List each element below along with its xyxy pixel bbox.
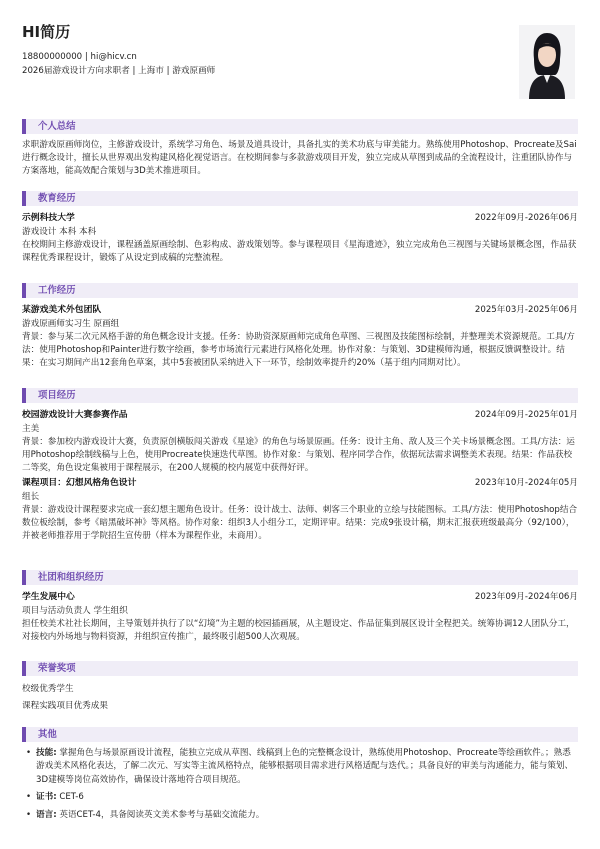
project-role: 组长 — [22, 491, 40, 502]
bullet-dot-icon: • — [26, 809, 32, 820]
work-row — [22, 303, 578, 317]
section-header — [22, 388, 578, 403]
project-role: 主美 — [22, 424, 40, 434]
work-text: 背景：参与某二次元风格手游的角色概念设计支援。任务：协助资深原画师完成角色草图、三视图及技能图标绘制，并整理美术资源规范。工具/方法：使用Photoshop和Painter进行数字绘画，参考市场流行元素进行风格化处理。协作对象：与策划、3D建模师沟通，根据反馈调整设计。结果：在实习期间产出12套角色草案，其中5套被团队采纳进入下一环节，绘制效率提升约20%（基于组内同期对比）。 — [22, 332, 575, 369]
project-name: 课程项目：幻想风格角色设计 — [22, 477, 137, 488]
section-header — [22, 661, 578, 676]
section-accent-bar — [22, 119, 26, 134]
project-name: 校园游戏设计大赛参赛作品 — [22, 410, 128, 420]
other-section — [22, 727, 578, 822]
other-list — [22, 747, 578, 822]
section-accent-bar — [22, 727, 26, 742]
award-item: 校级优秀学生 — [22, 684, 74, 694]
education-text: 在校期间主修游戏设计，课程涵盖原画绘制、色彩构成、游戏策划等。参与课程项目《星海遗迹》，独立完成角色三视图与关键场景概念图，作品获课程优秀课程设计，锻炼了从设定到成稿的完整流程。 — [22, 240, 577, 264]
other-item-skills — [22, 747, 578, 787]
summary-text: 求职游戏原画师岗位，主修游戏设计，系统学习角色、场景及道具设计，具备扎实的美术功底与审美能力。熟练使用Photoshop、Procreate及Sai进行概念设计，擅长从世界观出发构建风格化视觉语言。在校期间参与多款游戏项目开发，独立完成从草图到成品的全流程设计，注重团队协作与方案落地，能高效配合策划与3D美术推进项目。 — [22, 140, 577, 177]
other-item-label: 语言: — [36, 809, 57, 820]
section-title: 教育经历 — [38, 193, 76, 204]
work-section — [22, 283, 578, 371]
award-item: 课程实践项目优秀成果 — [22, 701, 108, 711]
other-item-label: 证书: — [36, 792, 57, 803]
social-text: 担任校美术社社长期间，主导策划并执行了以“幻境”为主题的校园插画展，从主题设定、作品征集到展区设计全程把关。统筹协调12人团队分工，对接校内外场地与物料资源，并组织宣传推广，最终吸引超500人次观展。 — [22, 619, 575, 643]
social-role: 项目与活动负责人 学生组织 — [22, 606, 128, 616]
social-row — [22, 590, 578, 604]
project-text: 背景：参加校内游戏设计大赛，负责原创横版闯关游戏《星途》的角色与场景原画。任务：设计主角、敌人及三个关卡场景概念图。工具/方法：运用Photoshop绘制线稿与上色，使用Procreate快速迭代草图。协作对象：与策划、程序同学合作，依据玩法需求调整美术表现。结果：作品获校二等奖，角色设定集被用于课程展示，在200人规模的校内展览中获得好评。 — [22, 437, 575, 474]
job-intent: 2026届游戏设计方向求职者 | 上海市 | 游戏原画师 — [22, 66, 216, 76]
section-header — [22, 119, 578, 134]
section-title: 其他 — [38, 729, 57, 740]
contact-info: 18800000000 | hi@hicv.cn — [22, 52, 137, 62]
project-date: 2023年10月-2024年05月 — [474, 477, 578, 488]
section-header — [22, 727, 578, 742]
bullet-dot-icon: • — [26, 748, 32, 758]
social-date: 2023年09月-2024年06月 — [474, 592, 578, 602]
other-item-label: 技能: — [36, 748, 57, 758]
other-item-language — [22, 809, 578, 822]
section-title: 个人总结 — [38, 121, 76, 132]
resume-header — [22, 22, 502, 78]
social-section — [22, 570, 578, 644]
other-item-text: CET-6 — [59, 792, 84, 803]
other-item-text: 英语CET-4，具备阅读英文美术参考与基础交流能力。 — [59, 809, 265, 820]
other-item-certificate — [22, 791, 578, 804]
org-name: 学生发展中心 — [22, 592, 75, 602]
section-header — [22, 283, 578, 298]
education-section — [22, 191, 578, 265]
work-date: 2025年03月-2025年06月 — [474, 305, 578, 315]
bullet-dot-icon: • — [26, 792, 32, 803]
project-row — [22, 476, 578, 490]
project-text: 背景：游戏设计课程要求完成一套幻想主题角色设计。任务：设计战士、法师、刺客三个职业的立绘与技能图标。工具/方法：使用Photoshop结合数位板绘制，参考《暗黑破坏神》等风格。协作对象：组织3人小组分工，定期评审。结果：完成9张设计稿，期末汇报获班级最高分（92/100），并被老师推荐用于学院招生宣传册（样本为课程作业，未商用）。 — [22, 504, 578, 542]
section-title: 荣誉奖项 — [38, 663, 76, 674]
section-title: 项目经历 — [38, 390, 76, 401]
other-item-text: 掌握角色与场景原画设计流程，能独立完成从草图、线稿到上色的完整概念设计，熟练使用Photoshop、Procreate等绘画软件。；熟悉游戏美术风格化表达，了解二次元、写实等主流风格特点，能够根据项目需求进行风格适配与迭代。；具备良好的审美与沟通能力，能与策划、3D建模等岗位高效协作，确保设计落地符合项目规范。 — [36, 748, 574, 785]
education-date: 2022年09月-2026年06月 — [474, 213, 578, 223]
company-name: 某游戏美术外包团队 — [22, 305, 102, 315]
section-accent-bar — [22, 283, 26, 298]
candidate-name: HI简历 — [22, 23, 71, 41]
education-row — [22, 211, 578, 225]
section-title: 社团和组织经历 — [38, 572, 104, 583]
section-header — [22, 570, 578, 585]
avatar — [519, 25, 575, 99]
section-accent-bar — [22, 191, 26, 206]
projects-section — [22, 388, 578, 543]
project-row — [22, 408, 578, 422]
section-accent-bar — [22, 388, 26, 403]
awards-section — [22, 661, 578, 715]
work-role: 游戏原画师实习生 原画组 — [22, 319, 120, 329]
section-accent-bar — [22, 661, 26, 676]
section-title: 工作经历 — [38, 285, 76, 296]
project-date: 2024年09月-2025年01月 — [474, 410, 578, 420]
summary-section — [22, 119, 578, 179]
section-accent-bar — [22, 570, 26, 585]
education-major: 游戏设计 本科 本科 — [22, 227, 97, 237]
school-name: 示例科技大学 — [22, 213, 75, 223]
section-header — [22, 191, 578, 206]
